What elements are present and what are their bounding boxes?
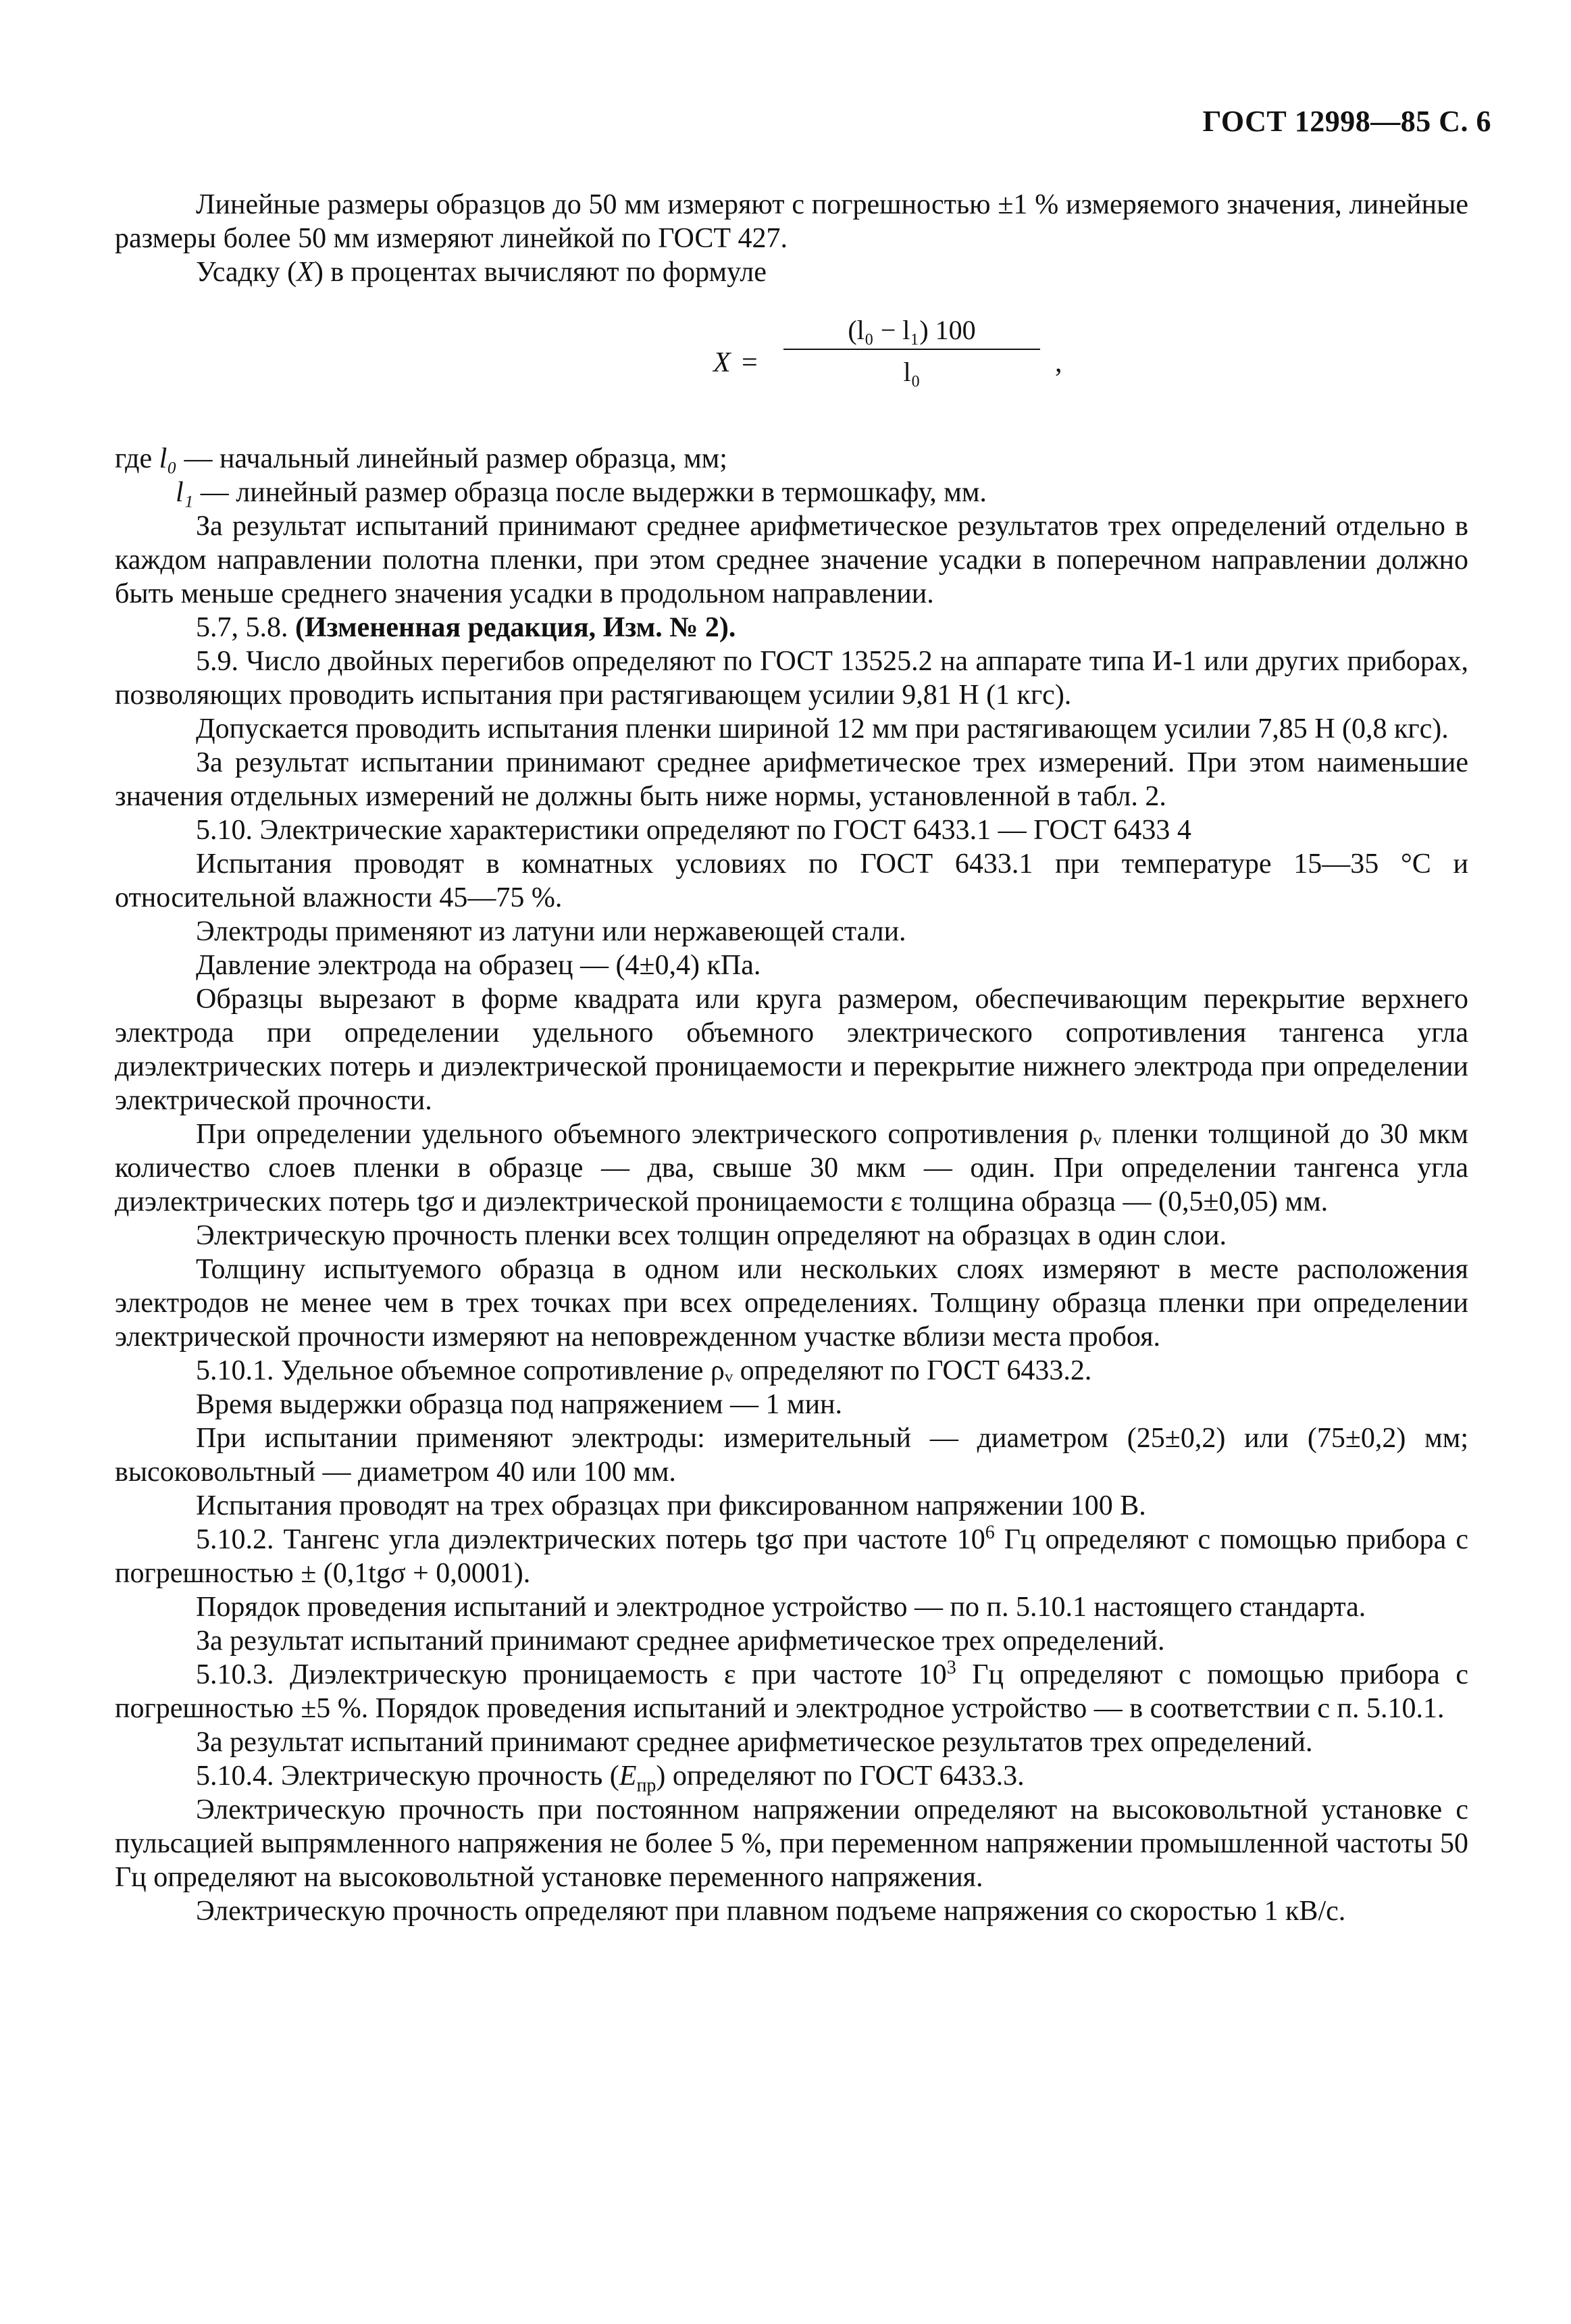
symbol-l1: l₁ — [176, 477, 194, 508]
paragraph-electrodes: Электроды применяют из латуни или нержавеющей стали. — [196, 916, 906, 947]
paragraph-linear-dimensions: Линейные размеры образцов до 50 мм измеряют с погрешностью ±1 % измеряемого значения, линейные размеры более 50 мм измеряют линейкой по ГОСТ 427. — [115, 189, 1468, 254]
paragraph-5-10-2 — [115, 1523, 1468, 1590]
document-body — [115, 188, 1468, 1928]
paragraph-test-conditions: Испытания проводят в комнатных условиях по ГОСТ 6433.1 при температуре 15—35 °С и относительной влажности 45—75 %. — [115, 849, 1468, 913]
paragraph-sample-cutting: Образцы вырезают в форме квадрата или круга размером, обеспечивающим перекрытие верхнего электрода при определении удельного объемного электрического сопротивления тангенса угла диэлектрических потерь и диэлектрической проницаемости и перекрытие нижнего электрода при определении электрической прочности. — [115, 984, 1468, 1116]
paragraph-fixed-voltage: Испытания проводят на трех образцах при фиксированном напряжении 100 В. — [196, 1490, 1146, 1521]
var-x: X — [297, 257, 314, 288]
paragraph-amendment — [115, 611, 1468, 645]
symbol-l0: l₀ — [159, 443, 177, 474]
exponent: 6 — [985, 1522, 995, 1543]
text: 5.10.3. Диэлектрическую проницаемость ε при частоте 10 — [196, 1659, 947, 1690]
text: ) в процентах вычисляют по формуле — [313, 257, 767, 288]
text: Гц определяют с помощью прибора с погрешностью ± (0,1tgσ + 0,0001). — [115, 1524, 1468, 1589]
paragraph-dc-strength: Электрическую прочность при постоянном напряжении определяют на высоковольтной установке с пульсацией выпрямленного напряжения не более 5 %, при переменном напряжении промышленной частоты 50 Гц определяют на высоковольтной установке переменного напряжения. — [115, 1794, 1468, 1893]
paragraph-allowed-test: Допускается проводить испытания пленки шириной 12 мм при растягивающем усилии 7,85 Н (0,8 кгс). — [196, 713, 1449, 744]
paragraph-strength-layers: Электрическую прочность пленки всех толщин определяют на образцах в один слои. — [196, 1220, 1227, 1251]
text: 5.10.2. Тангенс угла диэлектрических потерь tgσ при частоте 10 — [196, 1524, 985, 1555]
paragraph-shrinkage-intro — [115, 255, 1468, 289]
text: Гц определяют с помощью прибора с погрешностью ±5 %. Порядок проведения испытаний и электродное устройство — в соответствии с п. 5.10.1. — [115, 1659, 1468, 1724]
definition-l0 — [115, 442, 1468, 476]
paragraph-result-permittivity: За результат испытаний принимают среднее арифметическое результатов трех определений. — [196, 1727, 1313, 1758]
definition-l1 — [115, 476, 1468, 509]
paragraph-thickness: Толщину испытуемого образца в одном или нескольких слоях измеряют в месте расположения электродов не менее чем в трех точках при всех определениях. Толщину образца пленки при определении электрической прочности измеряют на неповрежденном участке вблизи места пробоя. — [115, 1254, 1468, 1353]
subscript: пр — [636, 1775, 656, 1796]
text: ) определяют по ГОСТ 6433.3. — [656, 1761, 1025, 1792]
where-label: где — [115, 443, 159, 474]
paragraph-result-folds: За результат испытании принимают среднее арифметическое трех измерений. При этом наименьшие значения отдельных измерений не должны быть ниже нормы, установленной в табл. 2. — [115, 747, 1468, 812]
paragraph-5-10: 5.10. Электрические характеристики определяют по ГОСТ 6433.1 — ГОСТ 6433 4 — [196, 815, 1191, 846]
amendment-note: (Измененная редакция, Изм. № 2). — [295, 612, 736, 643]
formula-numerator: (l₀ − l₁) 100 — [848, 315, 976, 345]
paragraph-electrode-sizes: При испытании применяют электроды: измерительный — диаметром (25±0,2) или (75±0,2) мм; высоковольтный — диаметром 40 или 100 мм. — [115, 1423, 1468, 1488]
definition-text: — линейный размер образца после выдержки в термошкафу, мм. — [193, 477, 987, 508]
formula-comma: , — [1055, 347, 1062, 378]
paragraph-electrode-pressure: Давление электрода на образец — (4±0,4) кПа. — [196, 950, 761, 981]
paragraph-5-10-1: 5.10.1. Удельное объемное сопротивление ρᵥ определяют по ГОСТ 6433.2. — [196, 1355, 1092, 1386]
formula-lhs: X — [713, 347, 731, 378]
var-e: E — [619, 1761, 637, 1792]
clause-number: 5.7, 5.8. — [196, 612, 295, 643]
paragraph-5-10-4 — [115, 1759, 1468, 1796]
formula-equals: = — [742, 347, 758, 378]
text: Усадку ( — [196, 257, 297, 288]
exponent: 3 — [946, 1657, 956, 1678]
paragraph-voltage-rate: Электрическую прочность определяют при плавном подъеме напряжения со скоростью 1 кВ/с. — [196, 1896, 1346, 1927]
shrinkage-formula — [115, 313, 1468, 415]
paragraph-5-10-3 — [115, 1658, 1468, 1725]
formula-fraction-bar — [783, 349, 1040, 350]
page-header: ГОСТ 12998—85 С. 6 — [1202, 105, 1491, 138]
paragraph-result-shrinkage: За результат испытаний принимают среднее арифметическое результатов трех определений отдельно в каждом направлении полотна пленки, при этом среднее значение усадки в поперечном направлении должно быть меньше среднего значения усадки в продольном направлении. — [115, 511, 1468, 609]
paragraph-layers: При определении удельного объемного электрического сопротивления ρᵥ пленки толщиной до 30 мкм количество слоев пленки в образце — два, свыше 30 мкм — один. При определении тангенса угла диэлектрических потерь tgσ и диэлектрической проницаемости ε толщина образца — (0,5±0,05) мм. — [115, 1119, 1468, 1217]
paragraph-hold-time: Время выдержки образца под напряжением — 1 мин. — [196, 1389, 843, 1420]
paragraph-result-tangent: За результат испытаний принимают среднее арифметическое трех определений. — [196, 1625, 1165, 1657]
formula-denominator: l₀ — [903, 357, 921, 387]
definition-text: — начальный линейный размер образца, мм; — [176, 443, 727, 474]
text: 5.10.4. Электрическую прочность ( — [196, 1761, 619, 1792]
paragraph-procedure: Порядок проведения испытаний и электродное устройство — по п. 5.10.1 настоящего стандарта. — [196, 1592, 1366, 1623]
paragraph-5-9: 5.9. Число двойных перегибов определяют по ГОСТ 13525.2 на аппарате типа И-1 или других приборах, позволяющих проводить испытания при растягивающем усилии 9,81 Н (1 кгс). — [115, 646, 1468, 711]
